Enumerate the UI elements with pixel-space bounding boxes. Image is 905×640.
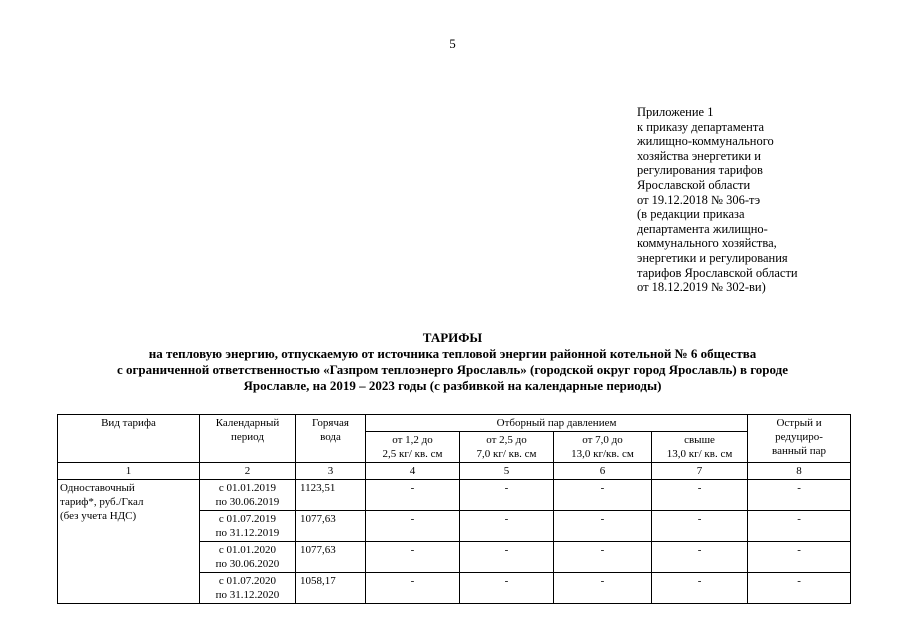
column-number: 1 bbox=[58, 463, 200, 480]
steam-4-cell: - bbox=[652, 573, 748, 604]
header-steam-group: Отборный пар давлением bbox=[366, 415, 748, 432]
steam-1-cell: - bbox=[366, 542, 460, 573]
steam-2-cell: - bbox=[460, 511, 554, 542]
appendix-line: (в редакции приказа bbox=[637, 207, 745, 222]
period-cell: с 01.07.2020 по 31.12.2020 bbox=[200, 573, 296, 604]
steam-1-cell: - bbox=[366, 573, 460, 604]
period-cell: с 01.07.2019 по 31.12.2019 bbox=[200, 511, 296, 542]
appendix-line: департамента жилищно- bbox=[637, 221, 768, 236]
column-number: 5 bbox=[460, 463, 554, 480]
tariff-type-cell: Одноставочный тариф*, руб./Гкал (без учета НДС) bbox=[58, 480, 200, 604]
column-number: 6 bbox=[554, 463, 652, 480]
title-line: с ограниченной ответственностью «Газпром теплоэнерго Ярославль» (городской округ город Ярославль) в городе bbox=[116, 362, 789, 377]
tariff-table bbox=[57, 414, 851, 604]
appendix-line: регулирования тарифов bbox=[637, 163, 763, 178]
header-tariff-type: Вид тарифа bbox=[58, 415, 200, 463]
column-number: 2 bbox=[200, 463, 296, 480]
steam-3-cell: - bbox=[554, 573, 652, 604]
appendix-line: коммунального хозяйства, bbox=[637, 236, 777, 251]
page-number: 5 bbox=[449, 36, 456, 51]
appendix-line: тарифов Ярославской области bbox=[637, 265, 798, 280]
header-sharp-steam: Острый и редуциро- ванный пар bbox=[748, 415, 851, 463]
header-steam-3: от 7,0 до 13,0 кг/кв. см bbox=[554, 432, 652, 463]
column-number: 4 bbox=[366, 463, 460, 480]
sharp-steam-cell: - bbox=[748, 542, 851, 573]
appendix-line: от 18.12.2019 № 302-ви) bbox=[637, 280, 766, 295]
appendix-line: хозяйства энергетики и bbox=[637, 148, 761, 163]
column-number-row bbox=[58, 463, 851, 480]
column-number: 8 bbox=[748, 463, 851, 480]
table-row bbox=[58, 480, 851, 511]
sharp-steam-cell: - bbox=[748, 511, 851, 542]
header-hot-water: Горячая вода bbox=[296, 415, 366, 463]
steam-2-cell: - bbox=[460, 573, 554, 604]
appendix-line: к приказу департамента bbox=[637, 119, 765, 134]
steam-4-cell: - bbox=[652, 542, 748, 573]
appendix-line: жилищно-коммунального bbox=[637, 134, 774, 149]
steam-3-cell: - bbox=[554, 511, 652, 542]
hot-water-cell: 1077,63 bbox=[296, 542, 366, 573]
steam-4-cell: - bbox=[652, 511, 748, 542]
sharp-steam-cell: - bbox=[748, 573, 851, 604]
appendix-line: энергетики и регулирования bbox=[637, 250, 788, 265]
appendix-block bbox=[637, 105, 897, 295]
hot-water-cell: 1058,17 bbox=[296, 573, 366, 604]
title-heading: ТАРИФЫ bbox=[422, 330, 483, 345]
steam-2-cell: - bbox=[460, 542, 554, 573]
column-number: 3 bbox=[296, 463, 366, 480]
period-cell: с 01.01.2020 по 30.06.2020 bbox=[200, 542, 296, 573]
steam-3-cell: - bbox=[554, 480, 652, 511]
steam-3-cell: - bbox=[554, 542, 652, 573]
period-cell: с 01.01.2019 по 30.06.2019 bbox=[200, 480, 296, 511]
document-title bbox=[0, 330, 905, 394]
header-period: Календарный период bbox=[200, 415, 296, 463]
header-steam-1: от 1,2 до 2,5 кг/ кв. см bbox=[366, 432, 460, 463]
header-steam-4: свыше 13,0 кг/ кв. см bbox=[652, 432, 748, 463]
title-line: на тепловую энергию, отпускаемую от источника тепловой энергии районной котельной № 6 общества bbox=[148, 346, 757, 361]
appendix-line: Приложение 1 bbox=[637, 105, 714, 119]
hot-water-cell: 1077,63 bbox=[296, 511, 366, 542]
steam-4-cell: - bbox=[652, 480, 748, 511]
column-number: 7 bbox=[652, 463, 748, 480]
title-line: Ярославле, на 2019 – 2023 годы (с разбивкой на календарные периоды) bbox=[243, 378, 662, 393]
appendix-line: от 19.12.2018 № 306-тэ bbox=[637, 192, 761, 207]
steam-1-cell: - bbox=[366, 480, 460, 511]
appendix-line: Ярославской области bbox=[637, 177, 751, 192]
header-steam-2: от 2,5 до 7,0 кг/ кв. см bbox=[460, 432, 554, 463]
steam-2-cell: - bbox=[460, 480, 554, 511]
hot-water-cell: 1123,51 bbox=[296, 480, 366, 511]
sharp-steam-cell: - bbox=[748, 480, 851, 511]
steam-1-cell: - bbox=[366, 511, 460, 542]
